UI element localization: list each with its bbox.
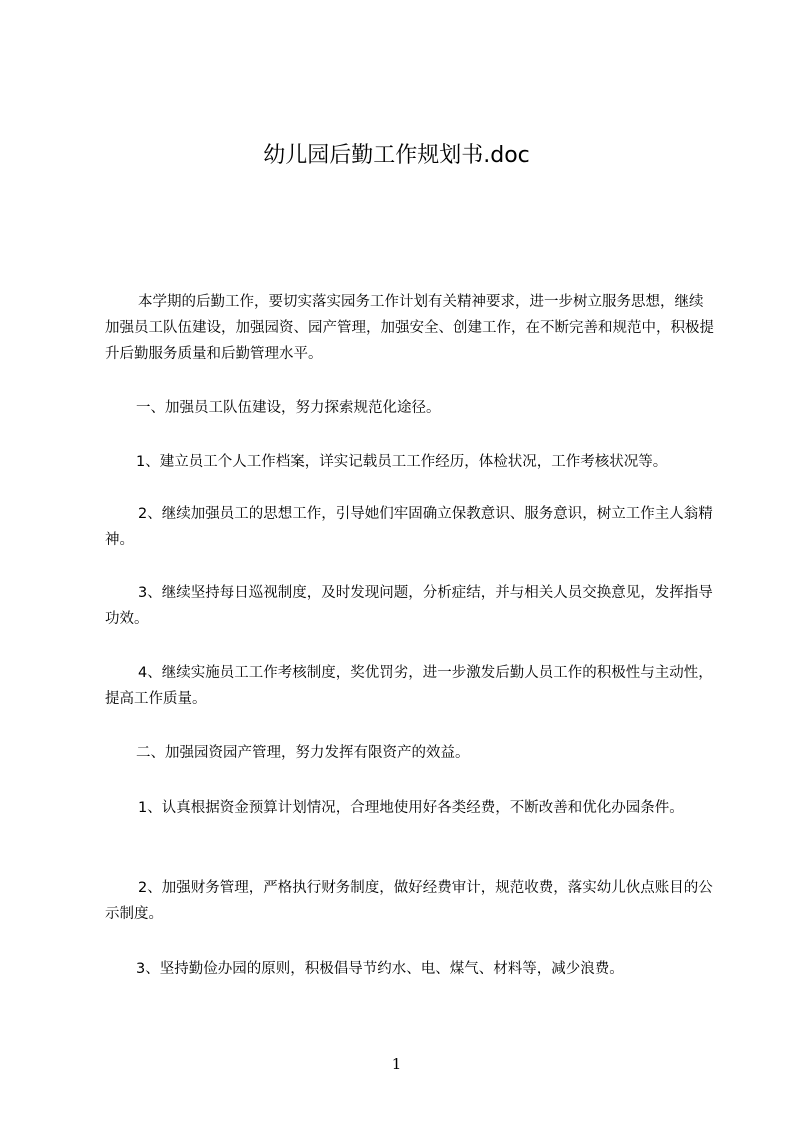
section-heading-staff: 一、加强员工队伍建设，努力探索规范化途径。	[136, 400, 441, 416]
list-item-assets-2: 2、加强财务管理，严格执行财务制度，做好经费审计，规范收费，落实幼儿伙点账目的公示制度。	[105, 880, 713, 922]
list-item-staff-4: 4、继续实施员工工作考核制度，奖优罚劣，进一步激发后勤人员工作的积极性与主动性，提高工作质量。	[105, 665, 713, 707]
list-item-staff-3: 3、继续坚持每日巡视制度，及时发现问题，分析症结，并与相关人员交换意见，发挥指导功效。	[105, 585, 713, 627]
list-item-assets-1: 1、认真根据资金预算计划情况，合理地使用好各类经费，不断改善和优化办园条件。	[138, 800, 684, 816]
document-title: 幼儿园后勤工作规划书.doc	[263, 143, 530, 168]
list-item-staff-1: 1、建立员工个人工作档案，详实记载员工工作经历，体检状况，工作考核状况等。	[136, 454, 668, 470]
intro-paragraph: 本学期的后勤工作，要切实落实园务工作计划有关精神要求，进一步树立服务思想，继续加强员工队伍建设，加强园资、园产管理，加强安全、创建工作，在不断完善和规范中，积极提升后勤服务质量和后勤管理水平。	[105, 294, 714, 362]
list-item-assets-3: 3、坚持勤俭办园的原则，积极倡导节约水、电、煤气、材料等，减少浪费。	[136, 961, 624, 977]
page-number: 1	[391, 1055, 402, 1073]
list-item-staff-2: 2、继续加强员工的思想工作，引导她们牢固确立保教意识、服务意识，树立工作主人翁精神。	[105, 506, 713, 548]
section-heading-assets: 二、加强园资园产管理，努力发挥有限资产的效益。	[136, 745, 470, 761]
